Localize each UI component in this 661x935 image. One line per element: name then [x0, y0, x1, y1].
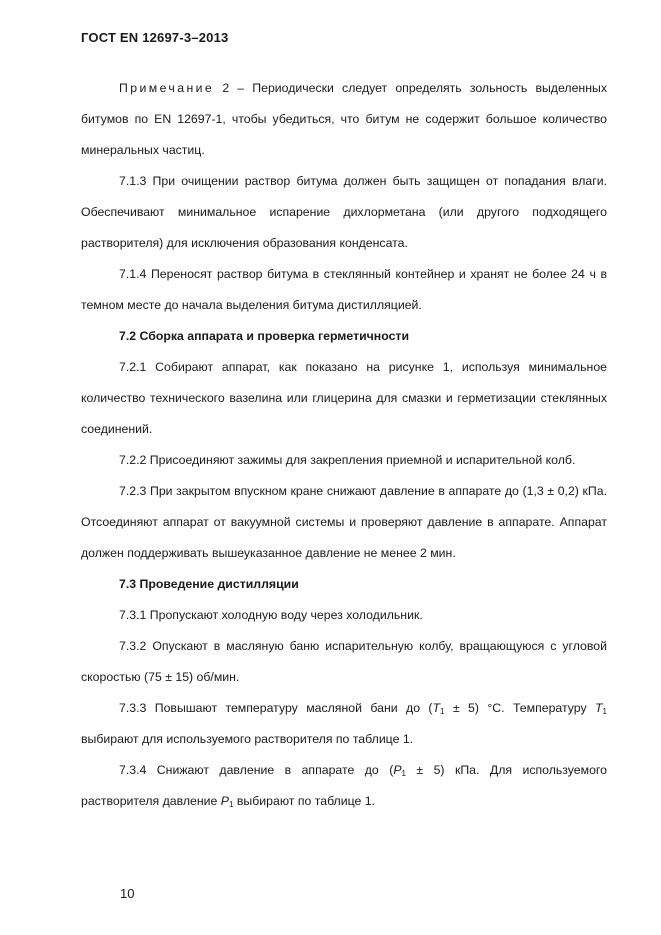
- p733-part-c: выбирают для используемого растворителя по таблице 1.: [81, 732, 414, 746]
- document-header: ГОСТ EN 12697-3–2013: [81, 30, 229, 45]
- note-label: Примечание: [119, 81, 215, 95]
- paragraph-7-1-3: 7.1.3 При очищении раствор битума должен быть защищен от попадания влаги. Обеспечивают минимальное испарение дихлорметана (или другого подходящего растворителя) для исключения образования конденсата.: [81, 174, 607, 250]
- variable-p1: [393, 763, 406, 777]
- p734-part-a: 7.3.4 Снижают давление в аппарате до (: [119, 763, 394, 777]
- variable-p: P: [220, 794, 229, 808]
- paragraph-7-2-2: 7.2.2 Присоединяют зажимы для закрепления приемной и испарительной колб.: [119, 453, 576, 467]
- paragraph-7-3-4: [81, 755, 607, 817]
- variable-t1: [433, 701, 445, 715]
- subscript-1: 1: [440, 707, 445, 716]
- variable-p: P: [393, 763, 402, 777]
- variable-t1-second: [595, 701, 607, 715]
- p733-part-a: 7.3.3 Повышают температуру масляной бани до (: [119, 701, 433, 715]
- page-number: 10: [120, 886, 135, 901]
- variable-p1-second: [221, 794, 234, 808]
- note-number: 2: [222, 81, 230, 95]
- document-body: [81, 73, 607, 817]
- paragraph-7-3-1: 7.3.1 Пропускают холодную воду через холодильник.: [119, 608, 423, 622]
- paragraph-7-1-4: 7.1.4 Переносят раствор битума в стеклянный контейнер и хранят не более 24 ч в темном месте до начала выделения битума дистилляцией.: [81, 267, 607, 312]
- subscript-1: 1: [602, 707, 607, 716]
- paragraph-7-2-1: 7.2.1 Собирают аппарат, как показано на рисунке 1, используя минимальное количество технического вазелина или глицерина для смазки и герметизации стеклянных соединений.: [81, 360, 607, 436]
- variable-t: T: [595, 701, 603, 715]
- p733-part-b: ± 5) °С. Температуру: [444, 701, 596, 715]
- note-paragraph: [81, 73, 607, 166]
- p734-part-b: ± 5) кПа. Для используемого растворителя давление: [81, 763, 607, 808]
- note-text: – Периодически следует определять зольность выделенных битумов по EN 12697-1, чтобы убедиться, что битум не содержит большое количество минеральных частиц.: [81, 81, 608, 157]
- subscript-1: 1: [228, 800, 234, 809]
- paragraph-7-3-3: [81, 693, 607, 755]
- p734-part-c: выбирают по таблице 1.: [233, 794, 376, 808]
- paragraph-7-3-2: 7.3.2 Опускают в масляную баню испарительную колбу, вращающуюся с угловой скоростью (75 ± 15) об/мин.: [81, 639, 607, 684]
- variable-t: T: [432, 701, 441, 715]
- section-heading-7-2: 7.2 Сборка аппарата и проверка герметичности: [119, 329, 410, 343]
- paragraph-7-2-3: 7.2.3 При закрытом впускном кране снижают давление в аппарате до (1,3 ± 0,2) кПа. Отсоединяют аппарат от вакуумной системы и проверяют давление в аппарате. Аппарат должен поддерживать вышеуказанное давление не менее 2 мин.: [81, 484, 607, 560]
- section-heading-7-3: 7.3 Проведение дистилляции: [119, 577, 299, 591]
- subscript-1: 1: [401, 769, 406, 778]
